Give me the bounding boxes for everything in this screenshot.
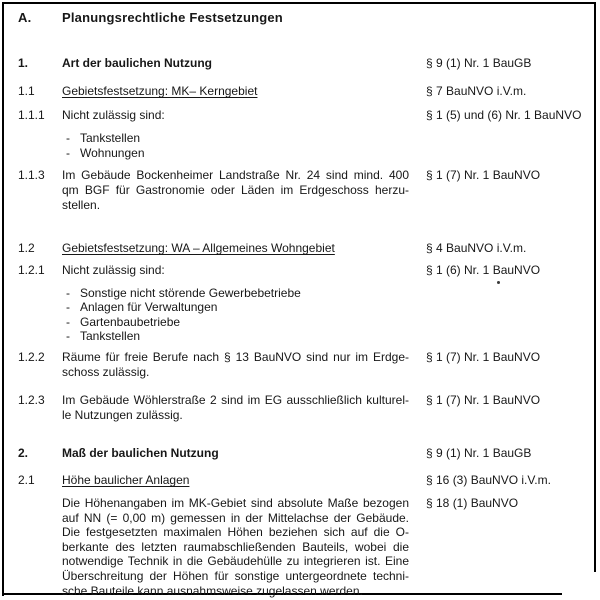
scan-artifact-dot	[497, 281, 500, 284]
section-1-2-number: 1.2	[18, 241, 35, 255]
section-2-1-reference: § 16 (3) BauNVO i.V.m.	[426, 473, 551, 487]
body-text-line: Überschreitung der Höhen für sonstige untergeordnete techni-	[62, 568, 409, 583]
list-dash: -	[66, 300, 70, 315]
list-item-text: Anlagen für Verwaltungen	[80, 300, 218, 315]
section-1-number: 1.	[18, 56, 29, 70]
body-text-line: Räume für freie Berufe nach § 13 BauNVO sind nur im Erdge-	[62, 350, 409, 364]
section-1-reference: § 9 (1) Nr. 1 BauGB	[426, 56, 532, 70]
body-text-line: stellen.	[62, 198, 101, 212]
body-text-line: Im Gebäude Wöhlerstraße 2 sind im EG ausschließlich kulturel-	[62, 393, 409, 407]
heading-letter: A.	[18, 10, 32, 25]
section-1-2-1-text: Nicht zulässig sind:	[62, 263, 165, 277]
section-1-1-title: Gebietsfestsetzung: MK– Kerngebiet	[62, 84, 258, 98]
list-item	[66, 286, 301, 300]
prohibited-list-wa	[66, 286, 301, 343]
section-1-1-3-text	[62, 168, 409, 213]
section-1-2-2-text	[62, 350, 409, 380]
section-1-2-2-reference: § 1 (7) Nr. 1 BauNVO	[426, 350, 541, 364]
section-2-1-number: 2.1	[18, 473, 35, 487]
section-1-2-reference: § 4 BauNVO i.V.m.	[426, 241, 527, 255]
section-2-title: Maß der baulichen Nutzung	[62, 446, 219, 460]
list-item	[66, 131, 145, 146]
list-item-text: Tankstellen	[80, 328, 141, 343]
list-item	[66, 146, 145, 161]
body-text-line: Im Gebäude Bockenheimer Landstraße Nr. 24 sind mind. 400	[62, 168, 409, 182]
section-2-number: 2.	[18, 446, 29, 460]
section-1-1-number: 1.1	[18, 84, 35, 98]
list-item-text: Wohnungen	[80, 146, 145, 160]
section-1-1-3-reference: § 1 (7) Nr. 1 BauNVO	[426, 168, 541, 182]
section-1-2-2-number: 1.2.2	[18, 350, 45, 364]
section-1-2-3-text	[62, 393, 409, 423]
section-1-1-1-number: 1.1.1	[18, 108, 45, 122]
section-1-2-3-reference: § 1 (7) Nr. 1 BauNVO	[426, 393, 541, 407]
list-item-text: Tankstellen	[80, 131, 141, 145]
list-dash: -	[66, 286, 70, 300]
section-1-2-1-number: 1.2.1	[18, 263, 45, 277]
section-1-1-1-text: Nicht zulässig sind:	[62, 108, 165, 122]
list-dash: -	[66, 131, 70, 145]
body-text-line: sche Bauteile kann ausnahmsweise zugelassen werden.	[62, 583, 363, 598]
section-1-1-1-reference: § 1 (5) und (6) Nr. 1 BauNVO	[426, 108, 582, 122]
prohibited-list-mk	[66, 131, 145, 161]
section-2-1-paragraph	[62, 496, 409, 598]
list-dash: -	[66, 328, 70, 343]
section-1-1-reference: § 7 BauNVO i.V.m.	[426, 84, 527, 98]
list-item	[66, 315, 301, 329]
page-border-top	[2, 2, 595, 4]
list-dash: -	[66, 314, 70, 329]
section-1-2-title: Gebietsfestsetzung: WA – Allgemeines Wohngebiet	[62, 241, 335, 255]
list-dash: -	[66, 146, 70, 160]
body-text-line: auf NN (= 0,00 m) gemessen in der Mittelachse der Gebäude.	[62, 510, 409, 525]
body-text-line: schoss zulässig.	[62, 365, 150, 379]
section-1-2-3-number: 1.2.3	[18, 393, 45, 407]
heading-title: Planungsrechtliche Festsetzungen	[62, 10, 283, 25]
section-1-1-3-number: 1.1.3	[18, 168, 45, 182]
section-2-1-reference-2: § 18 (1) BauNVO	[426, 496, 519, 510]
section-2-1-title: Höhe baulicher Anlagen	[62, 473, 190, 487]
body-text-line: qm BGF für Gastronomie oder Läden im Erdgeschoss herzu-	[62, 183, 409, 197]
body-text-line: notwendige Technik in die Gebäudehülle zu integrieren ist. Eine	[62, 554, 409, 569]
list-item	[66, 300, 301, 314]
list-item	[66, 329, 301, 343]
section-1-title: Art der baulichen Nutzung	[62, 56, 212, 70]
body-text-line: berkante des letzten raumabschließenden Bauteils, wobei die	[62, 539, 409, 554]
body-text-line: le Nutzungen zulässig.	[62, 408, 183, 422]
body-text-line: Die festgesetzten maximalen Höhen beziehen sich auf die O-	[62, 525, 409, 540]
section-2-reference: § 9 (1) Nr. 1 BauGB	[426, 446, 532, 460]
body-text-line: Die Höhenangaben im MK-Gebiet sind absolute Maße bezogen	[62, 496, 409, 510]
list-item-text: Sonstige nicht störende Gewerbebetriebe	[80, 286, 301, 300]
page-border-left	[2, 2, 4, 596]
section-1-2-1-reference: § 1 (6) Nr. 1 BauNVO	[426, 263, 541, 277]
list-item-text: Gartenbaubetriebe	[80, 314, 181, 329]
